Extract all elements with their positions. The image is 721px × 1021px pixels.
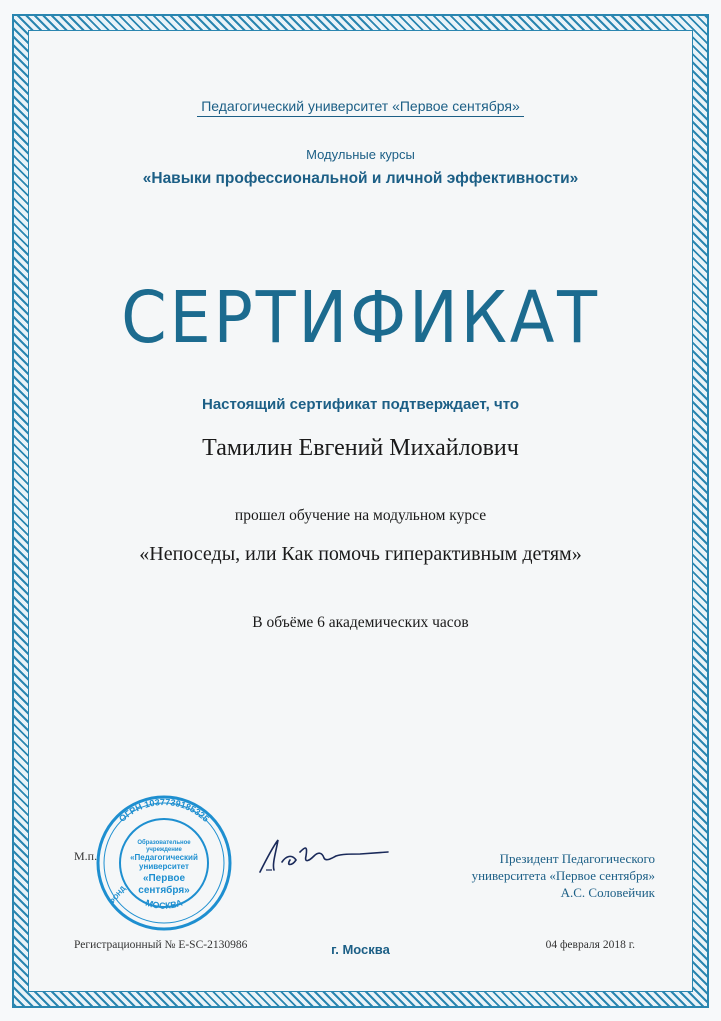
- stamp-icon: [94, 793, 234, 933]
- passed-text: прошел обучение на модульном курсе: [234, 507, 487, 524]
- stamp-line: сентября»: [138, 885, 190, 896]
- university-name: Педагогический университет «Первое сентября»: [197, 98, 524, 117]
- stamp-line: «Первое: [142, 873, 186, 884]
- recipient-name: Тамилин Евгений Михайлович: [202, 435, 519, 461]
- president-name: А.С. Соловейчик: [560, 885, 655, 900]
- course-name: «Непоседы, или Как помочь гиперактивным детям»: [139, 543, 582, 565]
- city: г. Москва: [331, 942, 390, 957]
- issue-date: 04 февраля 2018 г.: [545, 939, 635, 951]
- stamp-line: Образовательное: [137, 840, 191, 846]
- hours-text: В объёме 6 академических часов: [252, 614, 469, 631]
- stamp-line: «Педагогический: [130, 853, 198, 862]
- seal-placeholder: М.п.: [74, 849, 98, 863]
- stamp-line: учреждение: [146, 847, 182, 853]
- course-series-title: «Навыки профессиональной и личной эффективности»: [142, 170, 579, 187]
- stamp-ring-top: ОГРН 1037739185325: [117, 796, 212, 824]
- confirm-text: Настоящий сертификат подтверждает, что: [201, 396, 519, 413]
- university-heading: [0, 98, 721, 114]
- president-title-line1: Президент Педагогического: [499, 851, 655, 866]
- registration-number: Регистрационный № E-SC-2130986: [74, 939, 248, 951]
- stamp-line: университет: [139, 862, 189, 871]
- stamp-ring-left: ФОНД: [108, 885, 128, 907]
- president-title-line2: университета «Первое сентября»: [471, 868, 655, 883]
- certificate-title: СЕРТИФИКАТ: [121, 276, 600, 359]
- president-signature-block: [472, 850, 655, 901]
- signature-icon: [252, 830, 392, 880]
- courses-label: Модульные курсы: [306, 147, 415, 162]
- stamp-ring-bottom: МОСКВА: [144, 897, 184, 911]
